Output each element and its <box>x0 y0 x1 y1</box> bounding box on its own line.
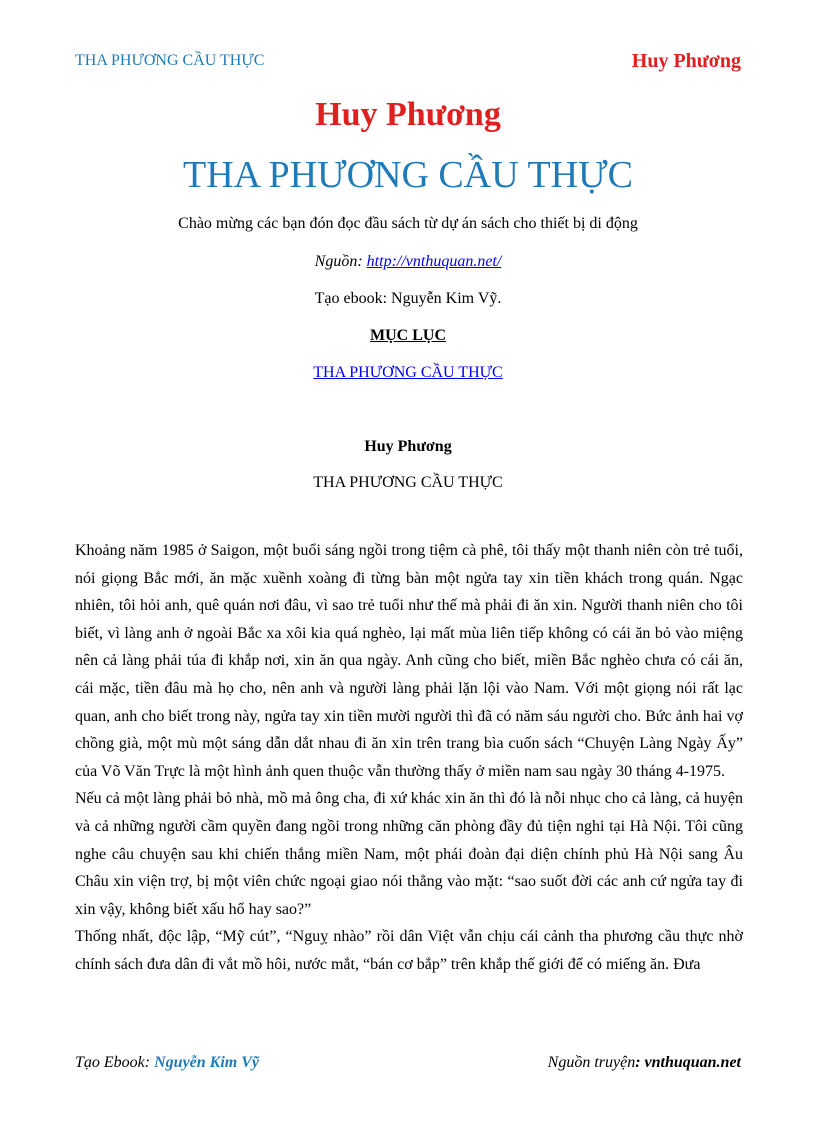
cover-author: Huy Phương <box>315 96 501 133</box>
header-book-title: THA PHƯƠNG CẦU THỰC <box>75 52 265 69</box>
cover-title: THA PHƯƠNG CẦU THỰC <box>183 154 633 196</box>
footer-source-site: vnthuquan.net <box>644 1054 741 1071</box>
footer-source <box>548 1054 741 1072</box>
page-header <box>75 50 741 74</box>
source-link[interactable]: http://vnthuquan.net/ <box>366 253 502 270</box>
ebook-creator: Tạo ebook: Nguyễn Kim Vỹ. <box>314 290 502 307</box>
paragraph: Thống nhất, độc lập, “Mỹ cút”, “Nguỵ nhào” rồi dân Việt vẫn chịu cái cảnh tha phương cầu thực nhờ chính sách đưa dân đi vắt mồ hôi, nước mắt, “bán cơ bắp” trên khắp thế giới để có miếng ăn. Đưa <box>75 928 743 973</box>
footer-creator-name: Nguyễn Kim Vỹ <box>154 1054 259 1071</box>
chapter-body <box>75 537 743 979</box>
toc-link-chapter[interactable]: THA PHƯƠNG CẦU THỰC <box>313 364 503 381</box>
chapter-author: Huy Phương <box>364 438 452 455</box>
source-label: Nguồn: <box>314 253 367 270</box>
chapter-title: THA PHƯƠNG CẦU THỰC <box>313 474 503 491</box>
header-author: Huy Phương <box>631 50 741 72</box>
source-line <box>0 253 816 271</box>
footer-creator-label: Tạo Ebook <box>75 1054 145 1071</box>
paragraph: Nếu cả một làng phải bỏ nhà, mồ mả ông cha, đi xứ khác xin ăn thì đó là nỗi nhục cho cả làng, cả huyện và cả những người cầm quyền đang ngồi trong những căn phòng đầy đủ tiện nghi tại Hà Nội. Tôi cũng nghe câu chuyện sau khi chiến thắng miền Nam, một phái đoàn đại diện chính phủ Hà Nội sang Âu Châu xin viện trợ, bị một viên chức ngoại giao nói thẳng vào mặt: “sao suốt đời các anh cứ ngửa tay đi xin vậy, không biết xấu hổ hay sao?” <box>75 790 743 918</box>
footer-source-sep: : <box>635 1054 645 1071</box>
footer-creator-sep: : <box>144 1054 155 1071</box>
welcome-text: Chào mừng các bạn đón đọc đầu sách từ dự án sách cho thiết bị di động <box>178 215 638 232</box>
page-footer <box>75 1054 741 1078</box>
footer-creator <box>75 1054 259 1072</box>
paragraph: Khoảng năm 1985 ở Saigon, một buổi sáng ngồi trong tiệm cà phê, tôi thấy một thanh niên còn trẻ tuổi, nói giọng Bắc mới, ăn mặc xuềnh xoàng đi từng bàn một ngửa tay xin tiền khách trong quán. Ngạc nhiên, tôi hỏi anh, quê quán nơi đâu, vì sao trẻ tuổi như thế mà phải đi ăn xin. Người thanh niên cho tôi biết, vì làng anh ở ngoài Bắc xa xôi kia quá nghèo, lại mất mùa liên tiếp không có cái ăn bỏ vào miệng nên cả làng phải túa đi khắp nơi, xin ăn qua ngày. Anh cũng cho biết, miền Bắc nghèo chưa có cái ăn, cái mặc, tiền đâu mà họ cho, nên anh và người làng phải lặn lội vào Nam. Với một giọng nói rất lạc quan, anh cho biết trong này, ngửa tay xin tiền mười người thì đã có năm sáu người cho. Bức ảnh hai vợ chồng già, một mù một sáng dẫn dắt nhau đi ăn xin trên trang bìa cuốn sách “Chuyện Làng Ngày Ấy” của Võ Văn Trực là một hình ảnh quen thuộc vẫn thường thấy ở miền nam sau ngày 30 tháng 4-1975. <box>75 542 743 780</box>
footer-source-label: Nguồn truyện <box>547 1054 636 1071</box>
toc-heading: MỤC LỤC <box>370 327 446 344</box>
